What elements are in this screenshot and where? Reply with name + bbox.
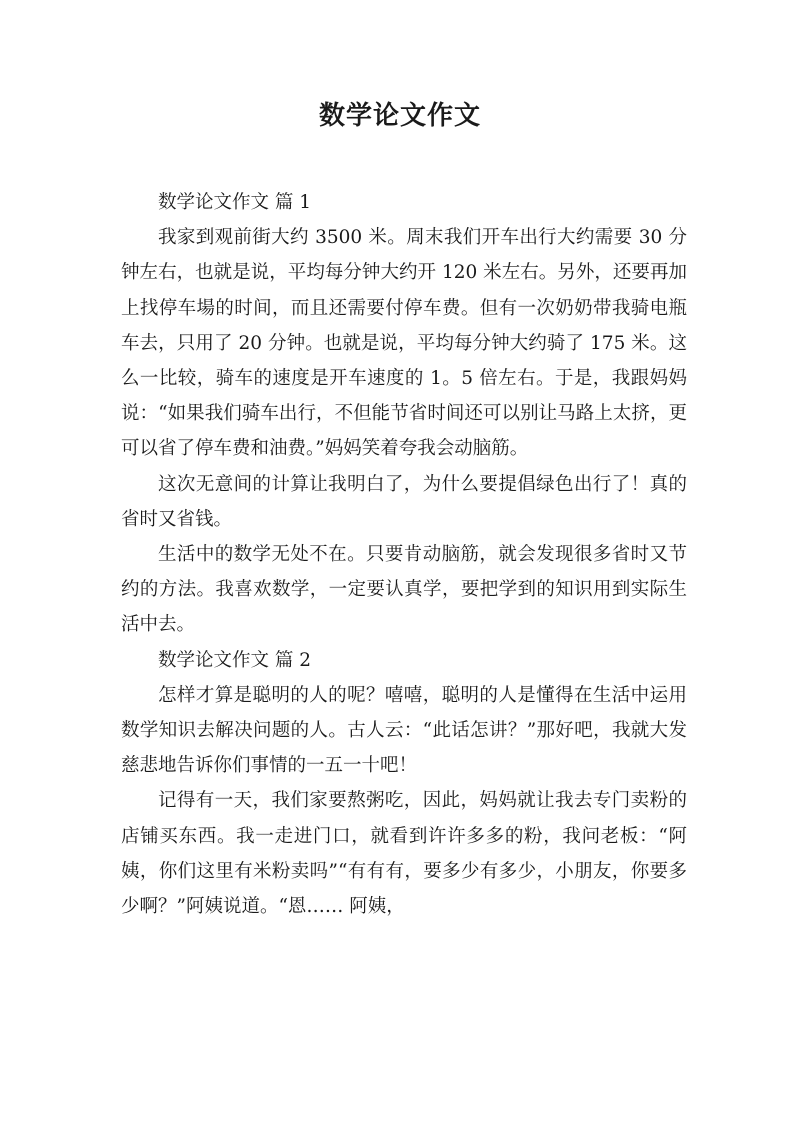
document-body bbox=[121, 185, 687, 924]
section-heading-2: 数学论文作文 篇 2 bbox=[158, 649, 312, 671]
paragraph: 我家到观前街大约 3500 米。周末我们开车出行大约需要 30 分钟左右，也就是说，平均每分钟大约开 120 米左右。另外，还要再加上找停车場的时间，而且还需要付停车费。但有一次奶奶带我骑电瓶车去，只用了 20 分钟。也就是说，平均每分钟大约骑了 175 米。这么一比较，骑车的速度是开车速度的 1。5 倍左右。于是，我跟妈妈说：“如果我们骑车出行，不但能节省时间还可以别让马路上太挤，更可以省了停车费和油费。”妈妈笑着夸我会动脑筋。 bbox=[121, 227, 687, 460]
paragraph: 记得有一天，我们家要熬粥吃，因此，妈妈就让我去专门卖粉的店铺买东西。我一走进门口，就看到许许多多的粉，我问老板：“阿姨，你们这里有米粉卖吗”“有有有，要多少有多少，小朋友，你要多少啊？”阿姨说道。“恩…… 阿姨， bbox=[121, 790, 687, 918]
paragraph: 怎样才算是聪明的人的呢？嘻嘻，聪明的人是懂得在生活中运用数学知识去解决问题的人。古人云：“此话怎讲？”那好吧，我就大发慈悲地告诉你们事情的一五一十吧！ bbox=[121, 684, 687, 777]
paragraph: 生活中的数学无处不在。只要肯动脑筋，就会发现很多省时又节约的方法。我喜欢数学，一定要认真学，要把学到的知识用到实际生活中去。 bbox=[121, 544, 687, 636]
section-heading-1: 数学论文作文 篇 1 bbox=[158, 192, 312, 213]
document-title: 数学论文作文 bbox=[318, 101, 481, 131]
paragraph: 这次无意间的计算让我明白了，为什么要提倡绿色出行了！真的省时又省钱。 bbox=[121, 473, 687, 530]
